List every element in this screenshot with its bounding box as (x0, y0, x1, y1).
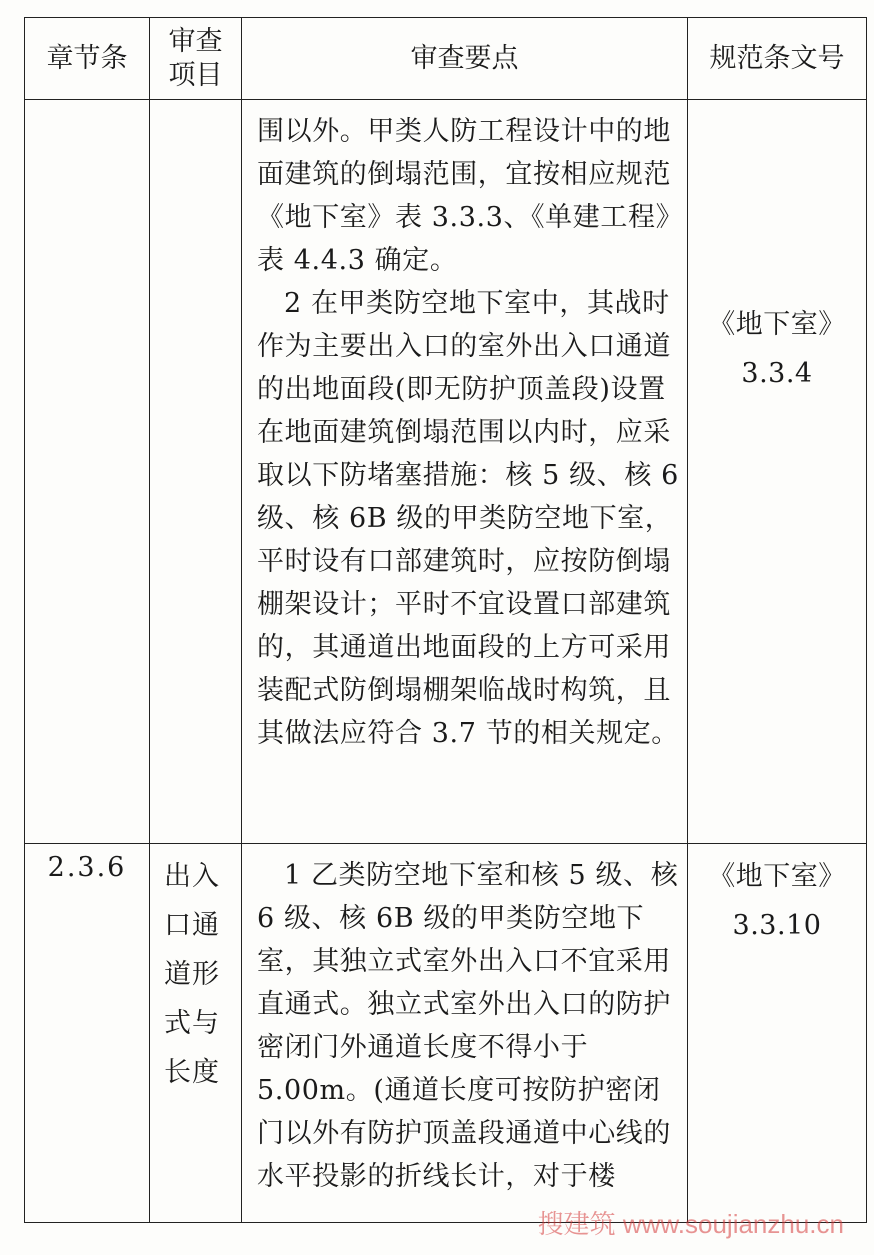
row1-ref-doc: 《地下室》 (708, 309, 846, 340)
row1-paragraph-2: 2 在甲类防空地下室中，其战时作为主要出入口的室外出入口通道的出地面段(即无防护顶盖段)设置在地面建筑倒塌范围以内时，应采取以下防堵塞措施：核 5 级、核 6 级、核 6B 级的甲类防空地下室，平时设有口部建筑时，应按防倒塌棚架设计；平时不宜设置口部建筑的，其通道出地面段的上方可采用装配式防倒塌棚架临战时构筑，且其做法应符合 3.7 节的相关规定。 (257, 288, 679, 749)
row2-section (25, 844, 150, 1223)
row1-ref (688, 100, 867, 844)
header-points: 审查要点 (242, 18, 688, 100)
item-name: 出入 口通 道形 式与 长度 (164, 861, 220, 1088)
row1-section (25, 100, 150, 844)
row2-ref-doc: 《地下室》 (708, 861, 846, 892)
header-section: 章节条 (25, 18, 150, 100)
header-item: 审查 项目 (150, 18, 242, 100)
row1-points (242, 100, 688, 844)
row2-points (242, 844, 688, 1223)
row2-ref (688, 844, 867, 1223)
header-ref: 规范条文号 (688, 18, 867, 100)
row1-item (150, 100, 242, 844)
row1-ref-clause: 3.3.4 (741, 358, 813, 389)
row2-ref-clause: 3.3.10 (732, 910, 822, 941)
row1-paragraph-1: 围以外。甲类人防工程设计中的地面建筑的倒塌范围，宜按相应规范《地下室》表 3.3.3、《单建工程》表 4.4.3 确定。 (257, 116, 684, 276)
table-row (25, 100, 867, 844)
row2-paragraph-1: 1 乙类防空地下室和核 5 级、核 6 级、核 6B 级的甲类防空地下室，其独立式室外出入口不宜采用直通式。独立式室外出入口的防护密闭门外通道长度不得小于 5.00m。(通道长度可按防护密闭门以外有防护顶盖段通道中心线的水平投影的折线长计，对于楼 (257, 860, 679, 1192)
row2-item (150, 844, 242, 1223)
table-row (25, 844, 867, 1223)
review-table (24, 17, 867, 1223)
watermark: 搜建筑 www.soujianzhu.cn (537, 1209, 844, 1239)
header-row (25, 18, 867, 100)
section-number: 2.3.6 (47, 852, 127, 883)
